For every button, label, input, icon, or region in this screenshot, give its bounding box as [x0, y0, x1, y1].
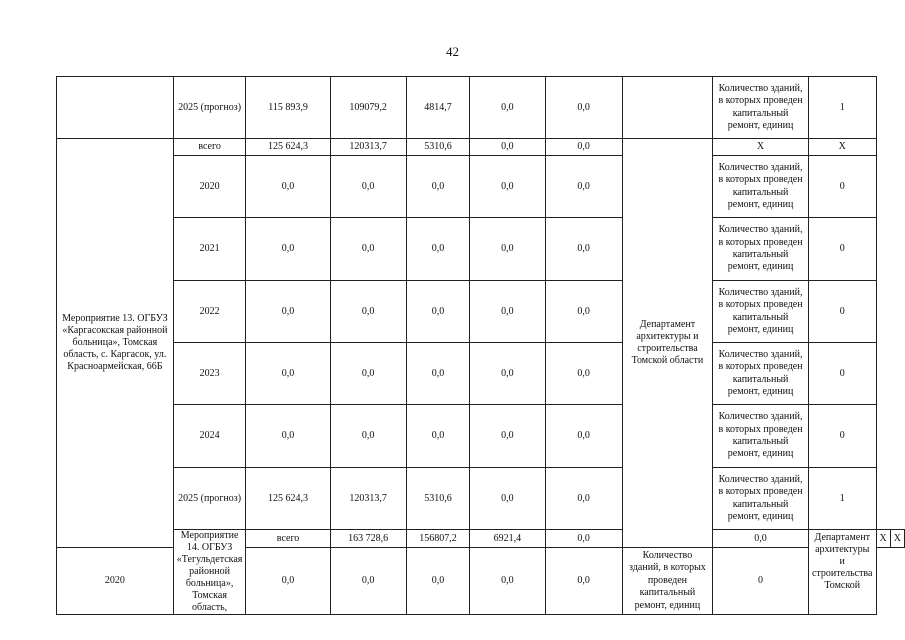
- total-cell: 0,0: [246, 281, 330, 343]
- extra-budget-cell: 0,0: [545, 468, 622, 530]
- indicator-cell: Количество зданий, в которых проведен капитальный ремонт, единиц: [713, 281, 809, 343]
- indicator-cell: Количество зданий, в которых проведен капитальный ремонт, единиц: [713, 218, 809, 281]
- federal-cell: 120313,7: [330, 139, 406, 156]
- indicator-cell: Х: [713, 139, 809, 156]
- event-14-cell: Мероприятие 14. ОГБУЗ «Тегульдетская районной больница», Томская область,: [173, 530, 246, 615]
- table-row: [57, 468, 905, 530]
- indicator-value-cell: 0: [808, 156, 876, 218]
- indicator-value-cell: 0: [713, 548, 809, 615]
- extra-budget-cell: 0,0: [545, 156, 622, 218]
- year-cell: 2020: [57, 548, 174, 615]
- indicator-cell: Х: [876, 530, 890, 548]
- year-cell: 2025 (прогноз): [173, 77, 246, 139]
- indicator-cell: Количество зданий, в которых проведен капитальный ремонт, единиц: [713, 468, 809, 530]
- extra-budget-cell: 0,0: [713, 530, 809, 548]
- department-14-cell: Департамент архитектуры и строительства Томской: [808, 530, 876, 615]
- page-number: 42: [446, 44, 459, 59]
- department-cell-empty: [622, 77, 712, 139]
- local-cell: 0,0: [470, 343, 545, 405]
- year-cell: всего: [173, 139, 246, 156]
- extra-budget-cell: 0,0: [545, 218, 622, 281]
- table-row: [57, 530, 905, 548]
- table-row: [57, 139, 905, 156]
- federal-cell: 0,0: [330, 548, 406, 615]
- indicator-value-cell: Х: [890, 530, 904, 548]
- year-cell: 2025 (прогноз): [173, 468, 246, 530]
- extra-budget-cell: 0,0: [545, 343, 622, 405]
- total-cell: 0,0: [246, 218, 330, 281]
- extra-budget-cell: 0,0: [545, 548, 622, 615]
- table-row: [57, 405, 905, 468]
- year-cell: 2022: [173, 281, 246, 343]
- indicator-cell: Количество зданий, в которых проведен капитальный ремонт, единиц: [713, 156, 809, 218]
- indicator-cell: Количество зданий, в которых проведен капитальный ремонт, единиц: [713, 405, 809, 468]
- regional-cell: 0,0: [406, 281, 470, 343]
- regional-cell: 5310,6: [406, 468, 470, 530]
- event-13-cell: Мероприятие 13. ОГБУЗ «Каргасокская районной больница», Томская область, с. Каргасок, ул. Красноармейская, 66Б: [57, 139, 174, 548]
- budget-table: [56, 76, 905, 615]
- table-row: [57, 343, 905, 405]
- year-cell: 2024: [173, 405, 246, 468]
- indicator-cell: Количество зданий, в которых проведен капитальный ремонт, единиц: [713, 77, 809, 139]
- federal-cell: 156807,2: [406, 530, 470, 548]
- extra-budget-cell: 0,0: [545, 405, 622, 468]
- extra-budget-cell: 0,0: [545, 281, 622, 343]
- total-cell: 115 893,9: [246, 77, 330, 139]
- local-cell: 0,0: [470, 77, 545, 139]
- event-cell-empty: [57, 77, 174, 139]
- indicator-value-cell: 1: [808, 77, 876, 139]
- local-cell: 0,0: [545, 530, 622, 548]
- local-cell: 0,0: [470, 405, 545, 468]
- regional-cell: 0,0: [406, 405, 470, 468]
- year-cell: 2020: [173, 156, 246, 218]
- extra-budget-cell: 0,0: [545, 139, 622, 156]
- regional-cell: 0,0: [406, 156, 470, 218]
- indicator-value-cell: Х: [808, 139, 876, 156]
- total-cell: 0,0: [246, 548, 330, 615]
- table-row: [57, 77, 905, 139]
- indicator-value-cell: 0: [808, 405, 876, 468]
- table-row: [57, 218, 905, 281]
- federal-cell: 0,0: [330, 156, 406, 218]
- indicator-cell: Количество зданий, в которых проведен капитальный ремонт, единиц: [622, 548, 712, 615]
- total-cell: 125 624,3: [246, 468, 330, 530]
- federal-cell: 0,0: [330, 281, 406, 343]
- table-row: [57, 156, 905, 218]
- regional-cell: 4814,7: [406, 77, 470, 139]
- federal-cell: 120313,7: [330, 468, 406, 530]
- year-cell: 2023: [173, 343, 246, 405]
- federal-cell: 0,0: [330, 405, 406, 468]
- total-cell: 0,0: [246, 343, 330, 405]
- federal-cell: 0,0: [330, 218, 406, 281]
- department-13-cell: Департамент архитектуры и строительства Томской области: [622, 139, 712, 548]
- total-cell: 0,0: [246, 156, 330, 218]
- total-cell: 163 728,6: [330, 530, 406, 548]
- indicator-value-cell: 1: [808, 468, 876, 530]
- local-cell: 0,0: [470, 548, 545, 615]
- indicator-value-cell: 0: [808, 343, 876, 405]
- local-cell: 0,0: [470, 218, 545, 281]
- regional-cell: 0,0: [406, 218, 470, 281]
- regional-cell: 0,0: [406, 343, 470, 405]
- federal-cell: 0,0: [330, 343, 406, 405]
- local-cell: 0,0: [470, 281, 545, 343]
- local-cell: 0,0: [470, 468, 545, 530]
- local-cell: 0,0: [470, 156, 545, 218]
- total-cell: 125 624,3: [246, 139, 330, 156]
- indicator-value-cell: 0: [808, 218, 876, 281]
- year-cell: 2021: [173, 218, 246, 281]
- regional-cell: 0,0: [406, 548, 470, 615]
- local-cell: 0,0: [470, 139, 545, 156]
- total-cell: 0,0: [246, 405, 330, 468]
- federal-cell: 109079,2: [330, 77, 406, 139]
- year-cell: всего: [246, 530, 330, 548]
- regional-cell: 5310,6: [406, 139, 470, 156]
- indicator-cell: Количество зданий, в которых проведен капитальный ремонт, единиц: [713, 343, 809, 405]
- regional-cell: 6921,4: [470, 530, 545, 548]
- extra-budget-cell: 0,0: [545, 77, 622, 139]
- indicator-value-cell: 0: [808, 281, 876, 343]
- table-row: [57, 281, 905, 343]
